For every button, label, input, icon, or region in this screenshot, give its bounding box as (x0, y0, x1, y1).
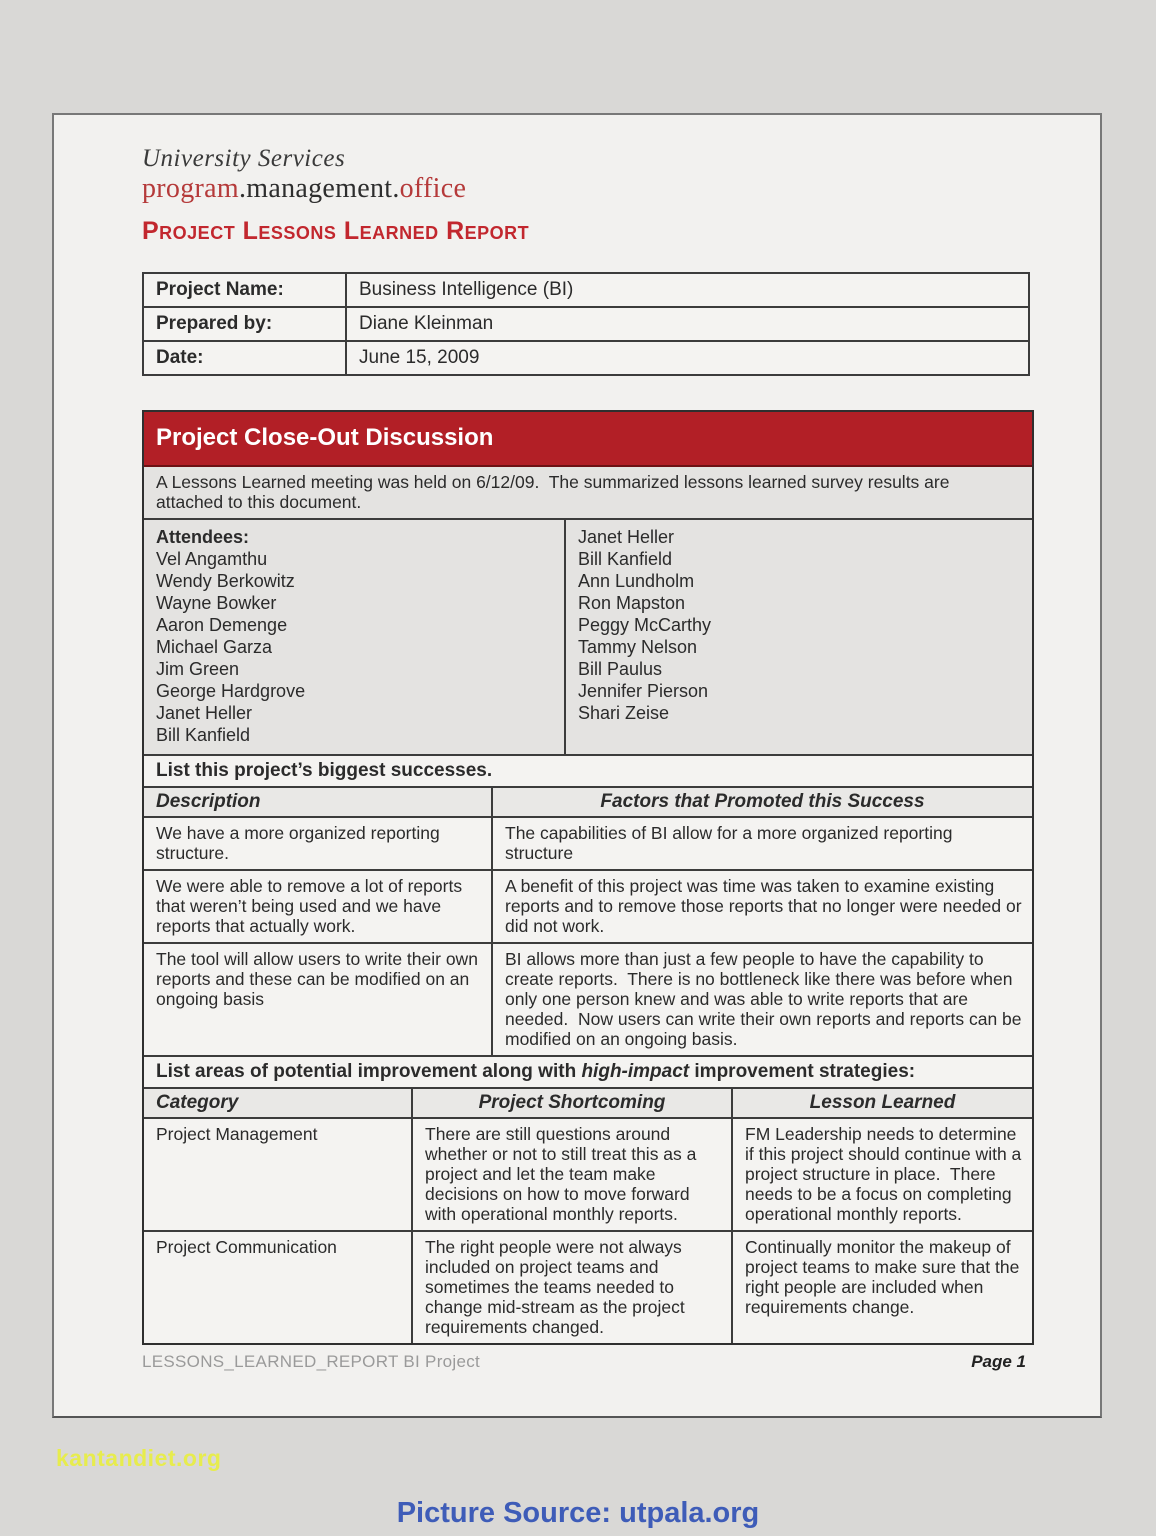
attendee-name: Ann Lundholm (578, 571, 695, 591)
footer-page-number: Page 1 (971, 1352, 1026, 1371)
column-header-shortcoming: Project Shortcoming (411, 1089, 731, 1117)
meeting-statement: A Lessons Learned meeting was held on 6/12/09. The summarized lessons learned survey results are attached to this document. (144, 467, 1032, 520)
watermark-picture-source: Picture Source: utpala.org (396, 1497, 760, 1529)
success-factors: A benefit of this project was time was taken to examine existing reports and to remove those reports that no longer were needed or did not work. (491, 871, 1032, 942)
info-label: Prepared by: (144, 308, 347, 340)
attendee-name: Aaron Demenge (156, 615, 288, 635)
success-row (144, 944, 1032, 1057)
success-factors: The capabilities of BI allow for a more organized reporting structure (491, 818, 1032, 869)
successes-column-headers (144, 788, 1032, 818)
improvements-section-title (144, 1057, 1032, 1089)
attendees-column-right (566, 520, 1032, 754)
attendee-name: George Hardgrove (156, 681, 306, 701)
org-name: University Services (142, 145, 346, 172)
closeout-banner-title: Project Close-Out Discussion (144, 412, 1032, 467)
improvement-lesson: FM Leadership needs to determine if this project should continue with a project structure in place. There needs to be a focus on completing operational monthly reports. (731, 1119, 1032, 1230)
attendee-name: Janet Heller (156, 703, 253, 723)
info-label: Date: (144, 342, 347, 374)
attendee-name: Peggy McCarthy (578, 615, 712, 635)
improvement-lesson: Continually monitor the makeup of project teams to make sure that the right people are included when requirements change. (731, 1232, 1032, 1343)
page-footer (142, 1352, 1026, 1372)
column-header-description: Description (156, 791, 261, 812)
closeout-table (142, 410, 1034, 1345)
attendee-name: Bill Kanfield (156, 725, 251, 745)
improvement-row (144, 1232, 1032, 1343)
attendee-name: Jennifer Pierson (578, 681, 709, 701)
success-row (144, 818, 1032, 871)
improvements-title-suffix: improvement strategies: (689, 1061, 916, 1082)
attendee-name: Michael Garza (156, 637, 273, 657)
improvement-category: Project Management (156, 1124, 318, 1144)
attendee-name: Ron Mapston (578, 593, 686, 613)
success-description: We were able to remove a lot of reports that weren’t being used and we have reports that actually work. (156, 876, 467, 936)
info-row-date (144, 340, 1028, 374)
report-title: Project Lessons Learned Report (142, 217, 530, 245)
improvements-title-prefix: List areas of potential improvement along with (156, 1061, 582, 1082)
improvement-category: Project Communication (156, 1237, 337, 1257)
column-header-factors: Factors that Promoted this Success (491, 788, 1032, 816)
improvements-column-headers (144, 1089, 1032, 1119)
attendees-column-left (144, 520, 566, 754)
document-page (52, 113, 1102, 1418)
brand-part-office: office (399, 173, 467, 204)
info-label: Project Name: (144, 274, 347, 306)
brand-line (142, 173, 466, 205)
attendee-name: Janet Heller (578, 527, 675, 547)
successes-section-title: List this project’s biggest successes. (144, 756, 1032, 788)
attendee-name: Tammy Nelson (578, 637, 698, 657)
column-header-category: Category (156, 1092, 239, 1113)
column-header-lesson: Lesson Learned (731, 1089, 1032, 1117)
attendee-name: Shari Zeise (578, 703, 670, 723)
attendees-list-left (156, 548, 552, 746)
info-value: June 15, 2009 (359, 347, 480, 368)
watermark-site: kantandiet.org (56, 1445, 222, 1471)
improvement-row (144, 1119, 1032, 1232)
improvement-shortcoming: There are still questions around whether or not to still treat this as a project and let the team make decisions on how to move forward with operational monthly reports. (411, 1119, 731, 1230)
attendee-name: Jim Green (156, 659, 240, 679)
project-info-table (142, 272, 1030, 376)
info-row-prepared-by (144, 306, 1028, 340)
success-description: We have a more organized reporting structure. (156, 823, 445, 863)
success-row (144, 871, 1032, 944)
attendee-name: Wendy Berkowitz (156, 571, 295, 591)
improvement-shortcoming: The right people were not always included on project teams and sometimes the teams needed to change mid-stream as the project requirements changed. (411, 1232, 731, 1343)
attendee-name: Bill Paulus (578, 659, 663, 679)
attendee-name: Wayne Bowker (156, 593, 277, 613)
brand-part-management: .management. (238, 173, 400, 204)
footer-document-name: LESSONS_LEARNED_REPORT BI Project (142, 1352, 481, 1371)
attendees-row (144, 520, 1032, 756)
attendee-name: Bill Kanfield (578, 549, 673, 569)
improvements-title-emphasis: high-impact (581, 1061, 690, 1082)
info-value: Business Intelligence (BI) (359, 279, 574, 300)
attendees-label: Attendees: (156, 527, 250, 547)
info-value: Diane Kleinman (359, 313, 494, 334)
brand-part-program: program (142, 173, 239, 204)
attendee-name: Vel Angamthu (156, 549, 268, 569)
attendees-list-right (578, 526, 1020, 724)
success-description: The tool will allow users to write their own reports and these can be modified on an ongoing basis (156, 949, 483, 1009)
info-row-project-name (144, 274, 1028, 306)
success-factors: BI allows more than just a few people to have the capability to create reports. There is no bottleneck like there was before when only one person knew and was able to write reports that are needed. Now users can write their own reports and reports can be modified on an ongoing basis. (491, 944, 1032, 1055)
